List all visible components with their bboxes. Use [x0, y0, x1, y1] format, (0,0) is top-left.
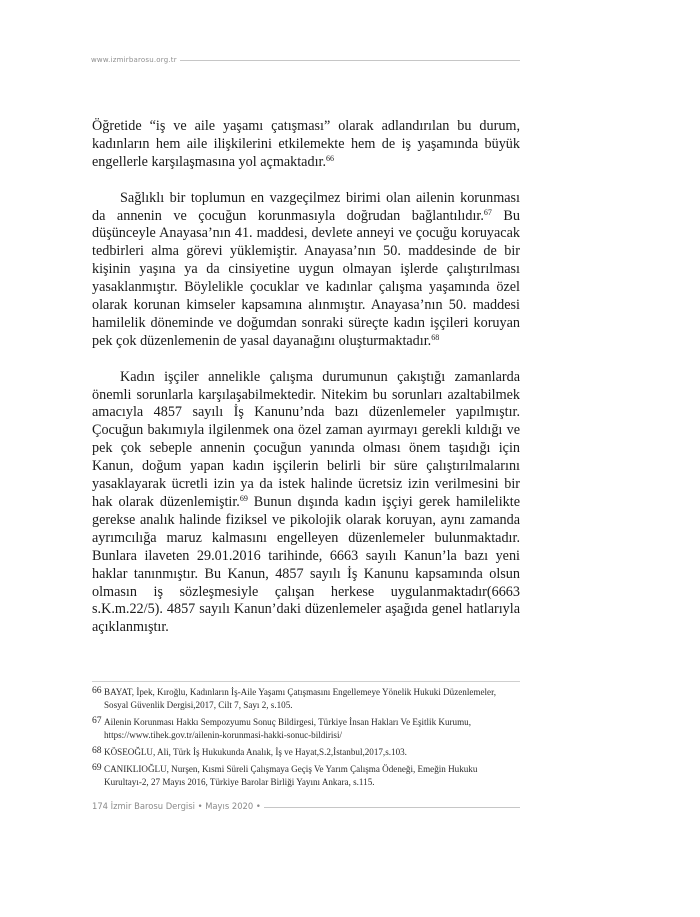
paragraph-3 [92, 369, 520, 638]
footnote-number: 67 [92, 715, 102, 726]
footnote-69 [92, 763, 520, 789]
paragraph-text: Bunun dışında kadın işçiyi gerek hamilelikte gerekse analık halinde fiziksel ve pikolojik olarak koruyan, aynı zamanda ayrımcılığa maruz kalmasını engelleyen düzenlemeler bulunmaktadır. Bunlara ilaveten 29.01.2016 tarihinde, 6663 sayılı Kanun’la bazı yeni haklar tanınmıştır. Bu Kanun, 4857 sayılı İş Kanunu kapsamında olsun olmasın iş sözleşmesiyle çalışan herkese uygulanmaktadır(6663 s.K.m.22/5). 4857 sayılı Kanun’daki düzenlemeler aşağıda genel hatlarıyla açıklanmıştır. [92, 494, 520, 636]
footnote-68 [92, 746, 520, 759]
footnote-number: 68 [92, 745, 102, 756]
footnote-ref-69: 69 [239, 494, 248, 503]
paragraph-2 [92, 190, 520, 351]
footnote-ref-66: 66 [326, 153, 335, 163]
footnote-number: 66 [92, 685, 102, 696]
header-url[interactable]: www.izmirbarosu.org.tr [91, 55, 180, 65]
paragraph-1 [92, 118, 520, 172]
footnote-66 [92, 686, 520, 712]
paragraph-text: Bu düşünceyle Anayasa’nın 41. maddesi, devlete anneyi ve çocuğu koruyacak tedbirleri alma görevi yüklemiştir. Anayasa’nın 50. maddesinde de bir kişinin yaşına ya da cinsiyetine uygun olmayan işlerde çalıştırılması yasaklanmıştır. Böylelikle çocuklar ve kadınlar çalışma yaşamında özel olarak korunan kimseler kapsamına alınmıştır. Anayasa’nın 50. maddesi hamilelik döneminde ve doğumdan sonraki süreçte kadın işçileri koruyan pek çok düzenlemenin de yasal dayanağını oluşturmaktadır. [92, 207, 520, 349]
footnote-67 [92, 716, 520, 742]
body-text [92, 118, 520, 637]
paragraph-text: Kadın işçiler annelikle çalışma durumunun çakıştığı zamanlarda önemli sorunlarla karşılaşabilmektedir. Nitekim bu sorunları azaltabilmek amacıyla 4857 sayılı İş Kanunu’nda bazı düzenlemeler yapılmıştır. Çocuğun bakımıyla ilgilenmek ona özel zaman ayırmayı gerekli kıldığı ve pek çok sebeple annenin çocuğun yanında olması önem taşıdığı için Kanun, doğum yapan kadın işçilerin belirli bir süre çalıştırılmalarını yasaklayarak ücretli izin ya da istek halinde ücretsiz izin verilmesini bir hak olarak düzenlemiştir. [92, 368, 520, 510]
footnotes [92, 686, 520, 793]
page-header [91, 55, 520, 67]
footnotes-rule [92, 681, 520, 682]
paragraph-text: Sağlıklı bir toplumun en vazgeçilmez birimi olan ailenin korunması da annenin ve çocuğun korunmasıyla doğrudan bağlantılıdır. [92, 189, 520, 224]
paragraph-text: Öğretide “iş ve aile yaşamı çatışması” olarak adlandırılan bu durum, kadınların hem aile ilişkilerini etkilemekte hem de iş yaşamında büyük engellerle karşılaşmasına yol açmaktadır. [92, 118, 520, 170]
footnote-number: 69 [92, 762, 102, 773]
footer-text: 174 İzmir Barosu Dergisi • Mayıs 2020 • [92, 801, 264, 812]
page-footer [92, 800, 520, 812]
footnote-text: Ailenin Korunması Hakkı Sempozyumu Sonuç Bildirgesi, Türkiye İnsan Hakları Ve Eşitlik Kurumu, https://www.tihek.gov.tr/ailenin-korunmasi-hakki-sonuc-bildirisi/ [104, 717, 471, 740]
footnote-ref-67: 67 [483, 207, 492, 217]
footnote-text: BAYAT, İpek, Kıroğlu, Kadınların İş-Aile Yaşamı Çatışmasını Engellemeye Yönelik Hukuki Düzenlemeler, Sosyal Güvenlik Dergisi,2017, Cilt 7, Sayı 2, s.105. [104, 687, 497, 710]
footnote-text: CANIKLIOĞLU, Nurşen, Kısmi Süreli Çalışmaya Geçiş Ve Yarım Çalışma Ödeneği, Emeğin Hukuku Kurultayı-2, 27 Mayıs 2016, Türkiye Barolar Birliği Yayını Ankara, s.115. [104, 764, 478, 787]
footnote-ref-68: 68 [431, 332, 440, 342]
footnote-text: KÖSEOĞLU, Ali, Türk İş Hukukunda Analık, İş ve Hayat,S.2,İstanbul,2017,s.103. [104, 747, 407, 757]
